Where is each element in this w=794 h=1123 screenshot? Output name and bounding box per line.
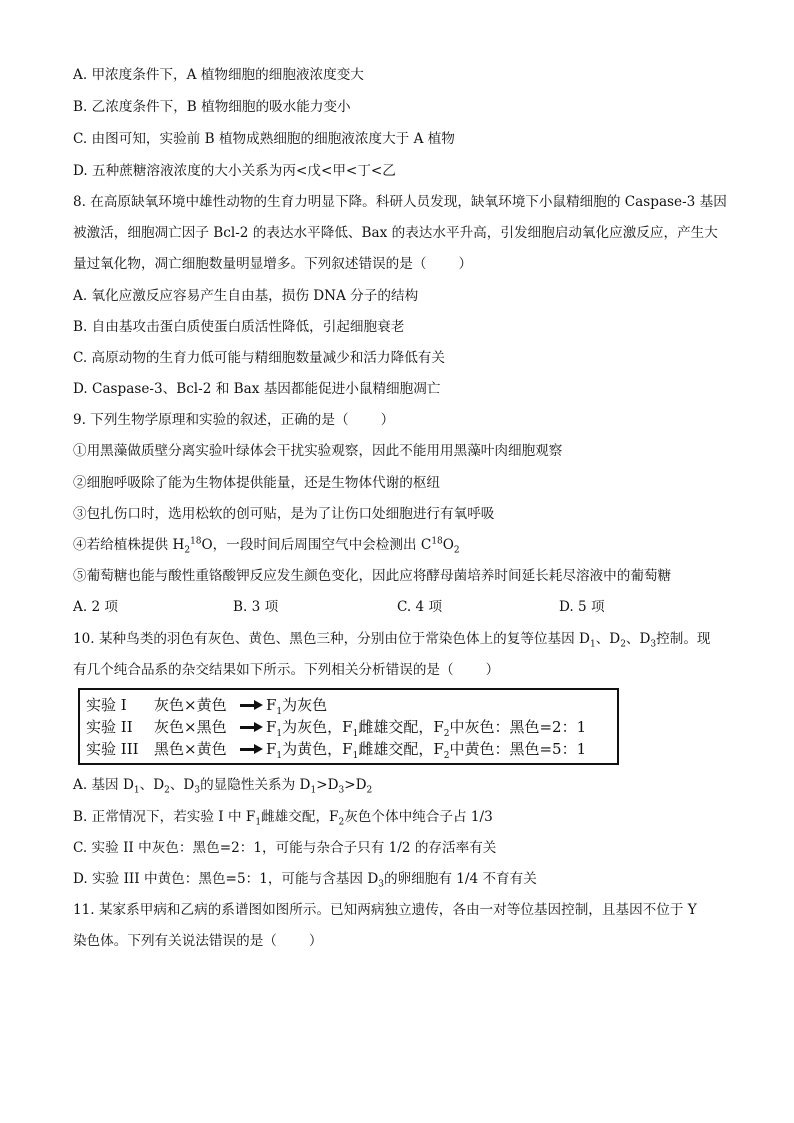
experiment-result: $F_1$为黄色，$F_1$雌雄交配，$F_2$中黄色：黑色=5：1 (266, 740, 587, 761)
experiment-row-1 (86, 694, 617, 716)
q9-stem: 9. 下列生物学原理和实验的叙述，正确的是（ ） (73, 412, 395, 428)
q10-option-c: C. 实验 II 中灰色：黑色=2：1，可能与杂合子只有 1/2 的存活率有关 (73, 840, 497, 856)
experiment-cross: 灰色×黑色 (154, 718, 227, 736)
q9-option-b: B. 3 项 (233, 599, 279, 615)
q8-stem-line-3: 量过氧化物，凋亡细胞数量明显增多。下列叙述错误的是（ ） (73, 256, 473, 272)
experiment-cross: 灰色×黄色 (154, 696, 227, 714)
q9-option-c: C. 4 项 (397, 599, 443, 615)
q9-statement-2: ②细胞呼吸除了能为生物体提供能量，还是生物体代谢的枢纽 (73, 475, 441, 491)
experiment-row-3 (86, 738, 617, 760)
q8-option-a: A. 氧化应激反应容易产生自由基，损伤 DNA 分子的结构 (73, 288, 419, 304)
experiment-name: 实验 II (86, 718, 133, 736)
arrow-right-icon (240, 721, 264, 733)
q7-option-d: D. 五种蔗糖溶液浓度的大小关系为丙<戊<甲<丁<乙 (73, 163, 396, 179)
q11-stem-line-1: 11. 某家系甲病和乙病的系谱图如图所示。已知两病独立遗传，各由一对等位基因控制，且基因不位于 Y (73, 902, 697, 918)
q8-stem-line-1: 8. 在高原缺氧环境中雄性动物的生育力明显下降。科研人员发现，缺氧环境下小鼠精细胞的 Caspase-3 基因 (73, 194, 727, 210)
q9-statement-4: ④若给植株提供 $H_2^{18}O$，一段时间后周围空气中会检测出 $C^{18}O_2$ (73, 536, 460, 556)
experiment-results-box (78, 688, 619, 765)
experiment-row-2 (86, 716, 617, 738)
q7-option-a: A. 甲浓度条件下，A 植物细胞的细胞液浓度变大 (73, 67, 364, 83)
q8-option-d: D. Caspase-3、Bcl-2 和 Bax 基因都能促进小鼠精细胞凋亡 (73, 381, 441, 397)
q10-stem-line-2: 有几个纯合品系的杂交结果如下所示。下列相关分析错误的是（ ） (73, 662, 500, 678)
experiment-cross: 黑色×黄色 (154, 740, 227, 758)
q9-option-d: D. 5 项 (559, 599, 605, 615)
q7-option-b: B. 乙浓度条件下，B 植物细胞的吸水能力变小 (73, 99, 351, 115)
arrow-right-icon (240, 743, 264, 755)
experiment-result: $F_1$为灰色，$F_1$雌雄交配，$F_2$中灰色：黑色=2：1 (266, 718, 587, 739)
q10-option-b: B. 正常情况下，若实验 I 中 $F_1$雌雄交配，$F_2$灰色个体中纯合子占 1/3 (73, 809, 493, 828)
q8-stem-line-2: 被激活，细胞凋亡因子 Bcl-2 的表达水平降低、Bax 的表达水平升高，引发细胞启动氧化应激反应，产生大 (73, 225, 718, 241)
experiment-result: $F_1$为灰色 (266, 696, 328, 717)
q9-statement-3: ③包扎伤口时，选用松软的创可贴，是为了让伤口处细胞进行有氧呼吸 (73, 506, 495, 522)
q10-option-a: A. 基因 $D_1$、$D_2$、$D_3$的显隐性关系为 $D_1>D_3>D_2$ (73, 777, 373, 796)
q9-statement-1: ①用黑藻做质壁分离实验叶绿体会干扰实验观察，因此不能用用黑藻叶肉细胞观察 (73, 443, 563, 459)
q8-option-c: C. 高原动物的生育力低可能与精细胞数量减少和活力降低有关 (73, 350, 445, 366)
experiment-name: 实验 I (86, 696, 127, 714)
q10-option-d: D. 实验 III 中黄色：黑色=5：1，可能与含基因 $D_3$的卵细胞有 1/4 不育有关 (73, 871, 537, 890)
q9-statement-5: ⑤葡萄糖也能与酸性重铬酸钾反应发生颜色变化，因此应将酵母菌培养时间延长耗尽溶液中的葡萄糖 (73, 568, 672, 584)
experiment-name: 实验 III (86, 740, 139, 758)
q10-stem-line-1: 10. 某种鸟类的羽色有灰色、黄色、黑色三种，分别由位于常染色体上的复等位基因 $D_1$、$D_2$、$D_3$控制。现 (73, 631, 711, 650)
q7-option-c: C. 由图可知，实验前 B 植物成熟细胞的细胞液浓度大于 A 植物 (73, 131, 455, 147)
q8-option-b: B. 自由基攻击蛋白质使蛋白质活性降低，引起细胞衰老 (73, 319, 405, 335)
q9-option-a: A. 2 项 (73, 599, 119, 615)
arrow-right-icon (240, 699, 264, 711)
q11-stem-line-2: 染色体。下列有关说法错误的是（ ） (73, 933, 323, 949)
